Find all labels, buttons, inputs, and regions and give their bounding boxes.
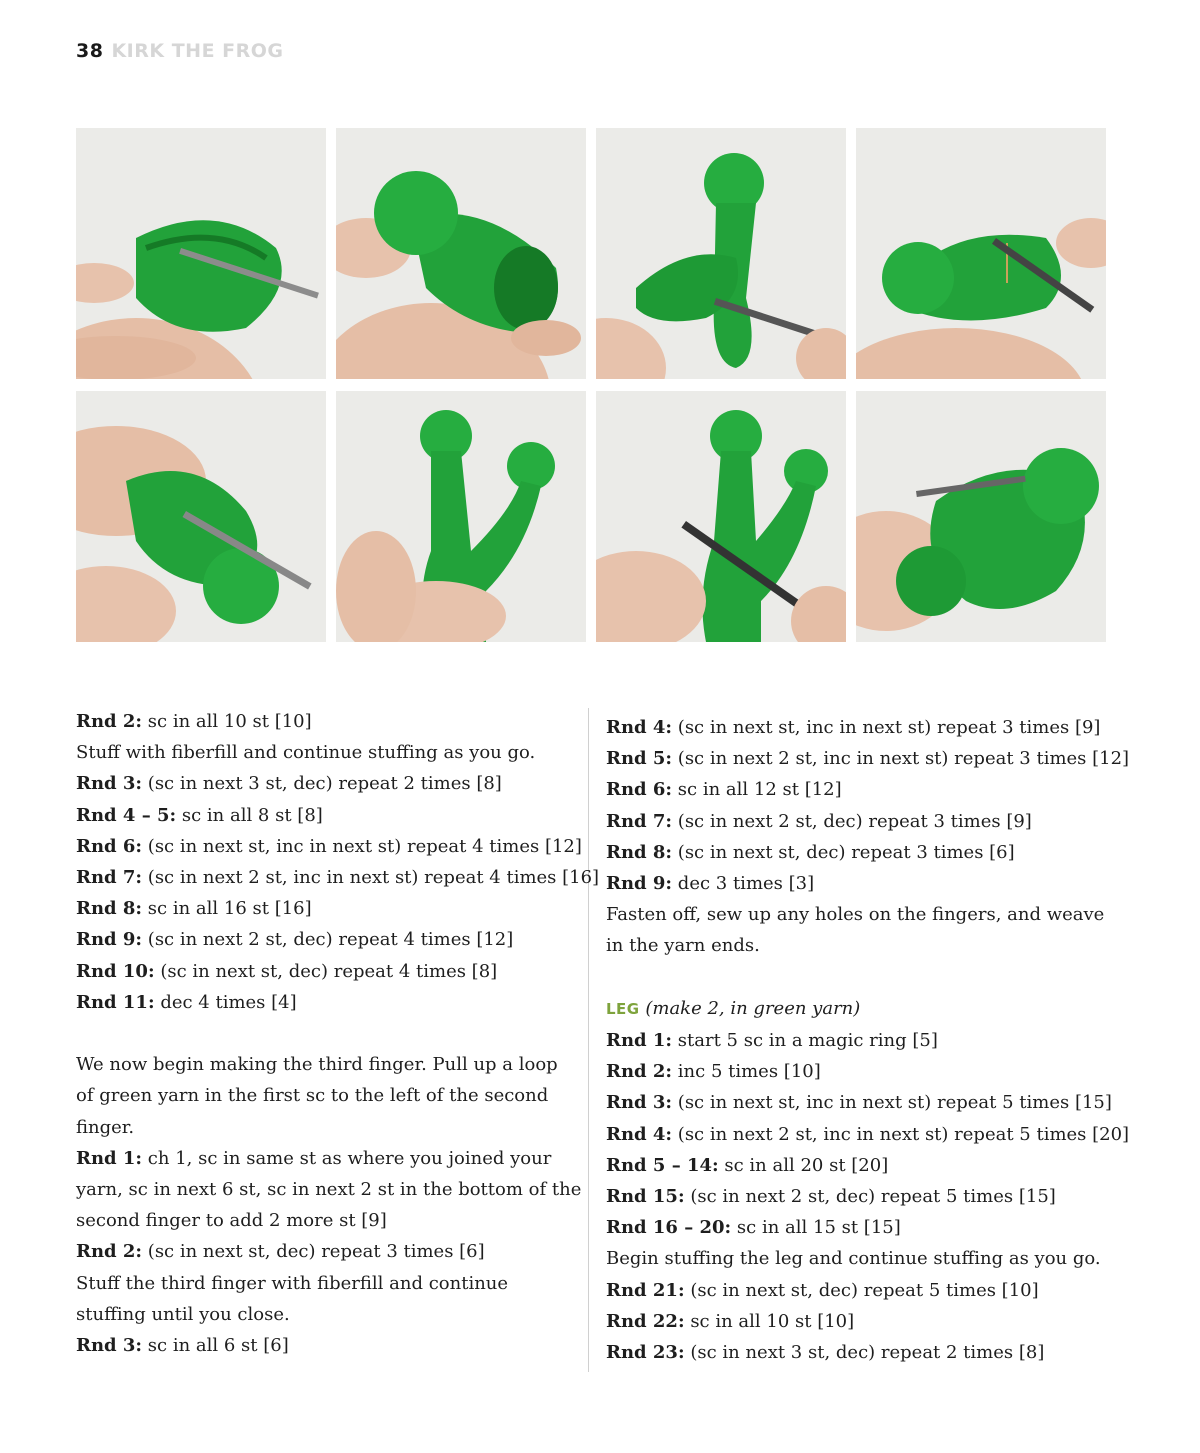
round-label: Rnd 9: bbox=[76, 929, 143, 951]
round-label: Rnd 4: bbox=[606, 1123, 673, 1145]
round-instruction: (sc in next 2 st, dec) repeat 4 times [12] bbox=[142, 929, 514, 951]
pattern-line bbox=[76, 1299, 576, 1330]
round-label: Rnd 10: bbox=[76, 960, 155, 982]
pattern-line bbox=[76, 1112, 576, 1143]
round-instruction: sc in all 6 st [6] bbox=[142, 1335, 289, 1357]
pattern-line bbox=[606, 743, 1130, 774]
round-label: Rnd 3: bbox=[76, 773, 143, 795]
round-instruction: (sc in next st, dec) repeat 3 times [6] bbox=[142, 1241, 485, 1263]
round-instruction: dec 3 times [3] bbox=[672, 873, 815, 895]
pattern-line bbox=[606, 868, 1126, 899]
round-label: Rnd 2: bbox=[606, 1061, 673, 1083]
round-instruction: (sc in next st, dec) repeat 4 times [8] bbox=[154, 960, 498, 982]
pattern-line bbox=[606, 1306, 1126, 1337]
pattern-line bbox=[76, 768, 576, 799]
pattern-column-right bbox=[606, 712, 1130, 1368]
pattern-line bbox=[606, 837, 1126, 868]
photo-step-3 bbox=[596, 128, 846, 379]
pattern-line bbox=[606, 1025, 1126, 1056]
round-label: Rnd 7: bbox=[606, 810, 673, 832]
round-instruction: second finger to add 2 more st [9] bbox=[76, 1210, 387, 1232]
round-instruction: sc in all 10 st [10] bbox=[142, 711, 312, 732]
round-label: Rnd 5 – 14: bbox=[606, 1154, 719, 1176]
round-instruction: dec 4 times [4] bbox=[154, 991, 297, 1013]
round-instruction: stuffing until you close. bbox=[76, 1303, 290, 1325]
pattern-line bbox=[76, 800, 576, 831]
pattern-line bbox=[76, 1018, 576, 1049]
pattern-line bbox=[606, 899, 1126, 930]
round-label: Rnd 2: bbox=[76, 711, 143, 732]
leg-section-heading bbox=[606, 993, 1126, 1025]
round-instruction: sc in all 20 st [20] bbox=[718, 1154, 889, 1176]
photo-step-1 bbox=[76, 128, 326, 379]
round-instruction: inc 5 times [10] bbox=[672, 1061, 821, 1083]
round-instruction: (sc in next st, dec) repeat 5 times [10] bbox=[684, 1279, 1039, 1301]
round-instruction: (sc in next 2 st, dec) repeat 5 times [15] bbox=[684, 1186, 1056, 1208]
round-label: Rnd 15: bbox=[606, 1186, 685, 1208]
photo-step-5 bbox=[76, 391, 326, 642]
pattern-line bbox=[76, 831, 582, 862]
round-label: Rnd 1: bbox=[76, 1147, 143, 1169]
round-label: Rnd 8: bbox=[76, 898, 143, 920]
pattern-line bbox=[606, 1119, 1130, 1150]
round-label: Rnd 8: bbox=[606, 841, 673, 863]
pattern-column-left bbox=[76, 706, 600, 1361]
round-label: Rnd 3: bbox=[76, 1335, 143, 1357]
round-label: Rnd 11: bbox=[76, 991, 155, 1013]
round-instruction: (sc in next 2 st, inc in next st) repeat 3 times [12] bbox=[672, 748, 1130, 770]
pattern-line bbox=[76, 893, 576, 924]
pattern-line bbox=[76, 987, 576, 1018]
round-instruction: (sc in next 2 st, inc in next st) repeat 5 times [20] bbox=[672, 1123, 1130, 1145]
round-label: Rnd 16 – 20: bbox=[606, 1217, 732, 1239]
round-instruction: (sc in next 2 st, dec) repeat 3 times [9] bbox=[672, 810, 1032, 832]
photo-grid bbox=[76, 128, 1106, 642]
round-label: Rnd 9: bbox=[606, 873, 673, 895]
pattern-line bbox=[76, 1049, 576, 1080]
round-instruction: (sc in next st, inc in next st) repeat 5 times [15] bbox=[672, 1092, 1112, 1114]
pattern-line bbox=[76, 737, 576, 768]
photo-step-4 bbox=[856, 128, 1106, 379]
round-label: Rnd 4 – 5: bbox=[76, 804, 177, 826]
pattern-line bbox=[606, 1212, 1126, 1243]
round-label: Rnd 6: bbox=[606, 779, 673, 801]
photo-step-8 bbox=[856, 391, 1106, 642]
round-instruction: start 5 sc in a magic ring [5] bbox=[672, 1030, 938, 1052]
page-header bbox=[76, 40, 284, 62]
round-instruction: Stuff the third finger with fiberfill and continue bbox=[76, 1272, 509, 1294]
pattern-line bbox=[606, 774, 1126, 805]
round-instruction: ch 1, sc in same st as where you joined your bbox=[142, 1147, 552, 1169]
pattern-line bbox=[606, 1056, 1126, 1087]
round-label: Rnd 1: bbox=[606, 1030, 673, 1052]
round-instruction: finger. bbox=[76, 1116, 135, 1138]
round-instruction: (sc in next st, inc in next st) repeat 4 times [12] bbox=[142, 835, 582, 857]
photo-step-7 bbox=[596, 391, 846, 642]
pattern-line bbox=[606, 1243, 1126, 1274]
pattern-line bbox=[606, 930, 1126, 961]
pattern-line bbox=[76, 862, 600, 893]
page-number: 38 bbox=[76, 40, 104, 62]
pattern-line bbox=[76, 1080, 576, 1111]
round-instruction: Fasten off, sew up any holes on the fingers, and weave bbox=[606, 904, 1105, 926]
round-label: Rnd 4: bbox=[606, 717, 673, 738]
photo-step-6 bbox=[336, 391, 586, 642]
round-instruction: Begin stuffing the leg and continue stuffing as you go. bbox=[606, 1248, 1101, 1270]
round-instruction: (sc in next st, inc in next st) repeat 3 times [9] bbox=[672, 717, 1101, 738]
pattern-line bbox=[76, 956, 576, 987]
round-instruction: of green yarn in the first sc to the left of the second bbox=[76, 1085, 549, 1107]
round-label: Rnd 7: bbox=[76, 867, 143, 889]
round-instruction: sc in all 16 st [16] bbox=[142, 898, 312, 920]
round-label: Rnd 6: bbox=[76, 835, 143, 857]
round-instruction: yarn, sc in next 6 st, sc in next 2 st in the bottom of the bbox=[76, 1179, 582, 1201]
leg-section-subtitle: (make 2, in green yarn) bbox=[639, 997, 861, 1019]
pattern-line bbox=[76, 1205, 576, 1236]
round-instruction: Stuff with fiberfill and continue stuffing as you go. bbox=[76, 742, 536, 764]
leg-section-title: LEG bbox=[606, 999, 640, 1018]
round-label: Rnd 3: bbox=[606, 1092, 673, 1114]
pattern-line bbox=[76, 706, 576, 737]
pattern-line bbox=[76, 924, 576, 955]
pattern-line bbox=[606, 712, 1126, 743]
pattern-line bbox=[76, 1143, 576, 1174]
round-label: Rnd 2: bbox=[76, 1241, 143, 1263]
pattern-line bbox=[606, 1087, 1126, 1118]
round-instruction: in the yarn ends. bbox=[606, 935, 760, 957]
round-instruction: (sc in next 3 st, dec) repeat 2 times [8] bbox=[142, 773, 502, 795]
round-instruction: sc in all 12 st [12] bbox=[672, 779, 842, 801]
pattern-line bbox=[606, 1150, 1126, 1181]
round-instruction: (sc in next st, dec) repeat 3 times [6] bbox=[672, 841, 1015, 863]
round-label: Rnd 21: bbox=[606, 1279, 685, 1301]
round-instruction: sc in all 15 st [15] bbox=[731, 1217, 901, 1239]
round-label: Rnd 23: bbox=[606, 1342, 685, 1364]
round-label: Rnd 5: bbox=[606, 748, 673, 770]
chapter-title: KIRK THE FROG bbox=[111, 40, 284, 62]
pattern-line bbox=[76, 1268, 576, 1299]
column-divider bbox=[588, 708, 589, 1372]
pattern-line bbox=[76, 1330, 576, 1361]
round-instruction: sc in all 8 st [8] bbox=[176, 804, 323, 826]
round-label: Rnd 22: bbox=[606, 1310, 685, 1332]
pattern-line bbox=[606, 1337, 1126, 1368]
pattern-line bbox=[606, 806, 1126, 837]
pattern-line bbox=[76, 1174, 582, 1205]
round-instruction: We now begin making the third finger. Pull up a loop bbox=[76, 1054, 558, 1076]
pattern-line bbox=[606, 1181, 1126, 1212]
pattern-line bbox=[76, 1236, 576, 1267]
photo-step-2 bbox=[336, 128, 586, 379]
round-instruction: (sc in next 3 st, dec) repeat 2 times [8] bbox=[684, 1342, 1045, 1364]
round-instruction: sc in all 10 st [10] bbox=[684, 1310, 855, 1332]
pattern-line bbox=[606, 1275, 1126, 1306]
round-instruction: (sc in next 2 st, inc in next st) repeat 4 times [16] bbox=[142, 867, 600, 889]
